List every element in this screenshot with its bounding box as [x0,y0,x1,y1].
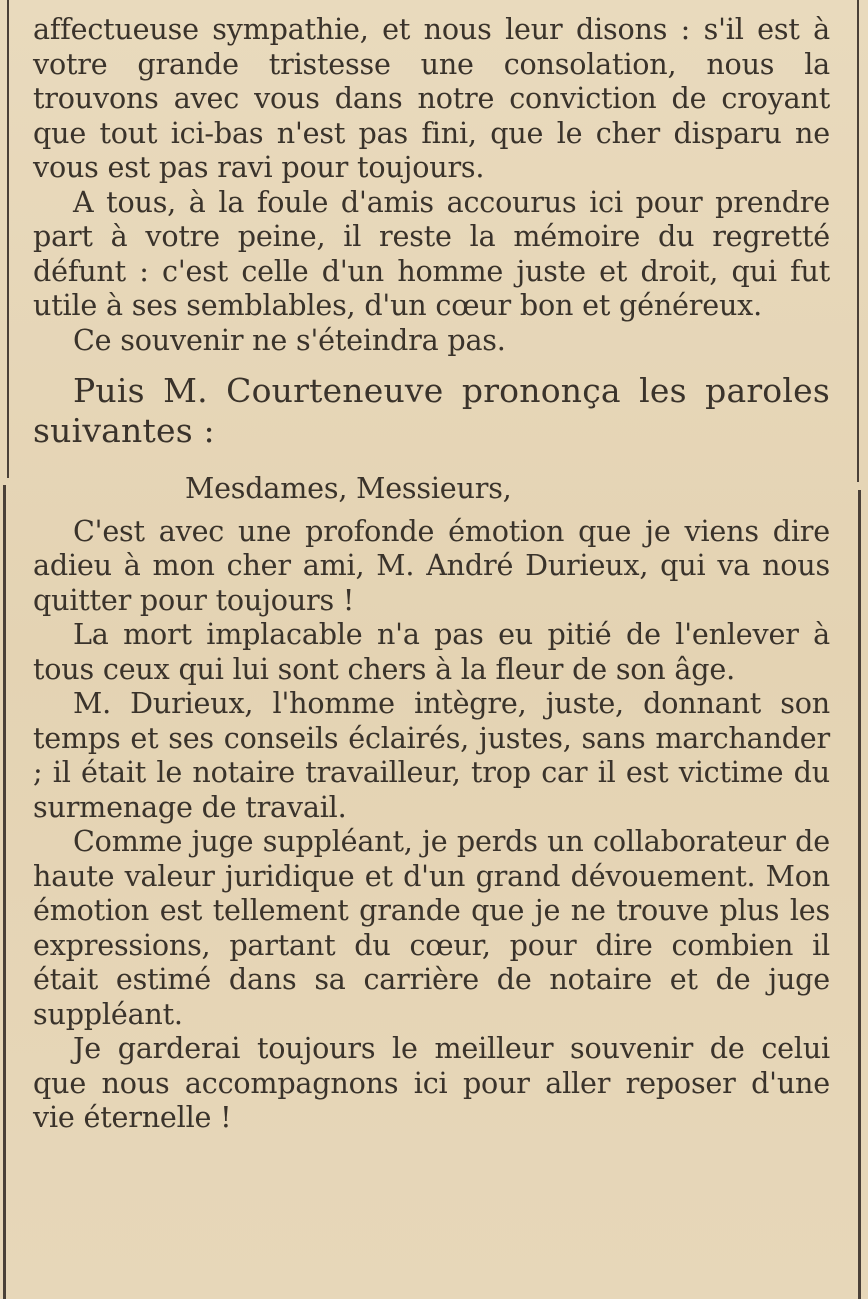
paragraph-memory: Ce souvenir ne s'éteindra pas. [73,322,506,357]
column-rule-left-top [7,0,9,478]
speech-salutation: Mesdames, Messieurs, [185,471,512,505]
column-rule-right-top [857,0,859,482]
speech-paragraph-judge: Comme juge suppléant, je perds un collaborateur de haute valeur juridique et d'un grand dévouement. Mon émotion est tellement grande que je ne trouve plus les expressions, partant du cœur, pour dire combien il était estimé dans sa carrière de notaire et de juge suppléant. [33,824,830,1031]
speech-heading: Puis M. Courteneuve prononça les paroles suivantes : [33,371,830,450]
speech-paragraph-remembrance: Je garderai toujours le meilleur souvenir de celui que nous accompagnons ici pour aller reposer d'une vie éternelle ! [33,1031,830,1134]
speech-paragraph-farewell: C'est avec une profonde émotion que je viens dire adieu à mon cher ami, M. André Durieux, qui va nous quitter pour toujours ! [33,513,830,617]
paragraph-friends: A tous, à la foule d'amis accourus ici pour prendre part à votre peine, il reste la mémoire du regretté défunt : c'est celle d'un homme juste et droit, qui fut utile à ses semblables, d'un cœur bon et généreux. [33,184,830,322]
column-rule-right-bottom [858,490,861,1299]
speech-paragraph-character: M. Durieux, l'homme intègre, juste, donnant son temps et ses conseils éclairés, justes, sans marchander ; il était le notaire travailleur, trop car il est victime du surmenage de travail. [33,686,830,824]
paragraph-sympathy: affectueuse sympathie, et nous leur disons : s'il est à votre grande tristesse une consolation, nous la trouvons avec vous dans notre conviction de croyant que tout ici-bas n'est pas fini, que le cher disparu ne vous est pas ravi pour toujours. [33,12,830,184]
article-column [33,12,830,1135]
column-rule-left-bottom [3,485,6,1299]
speech-paragraph-death: La mort implacable n'a pas eu pitié de l'enlever à tous ceux qui lui sont chers à la fleur de son âge. [33,617,830,686]
